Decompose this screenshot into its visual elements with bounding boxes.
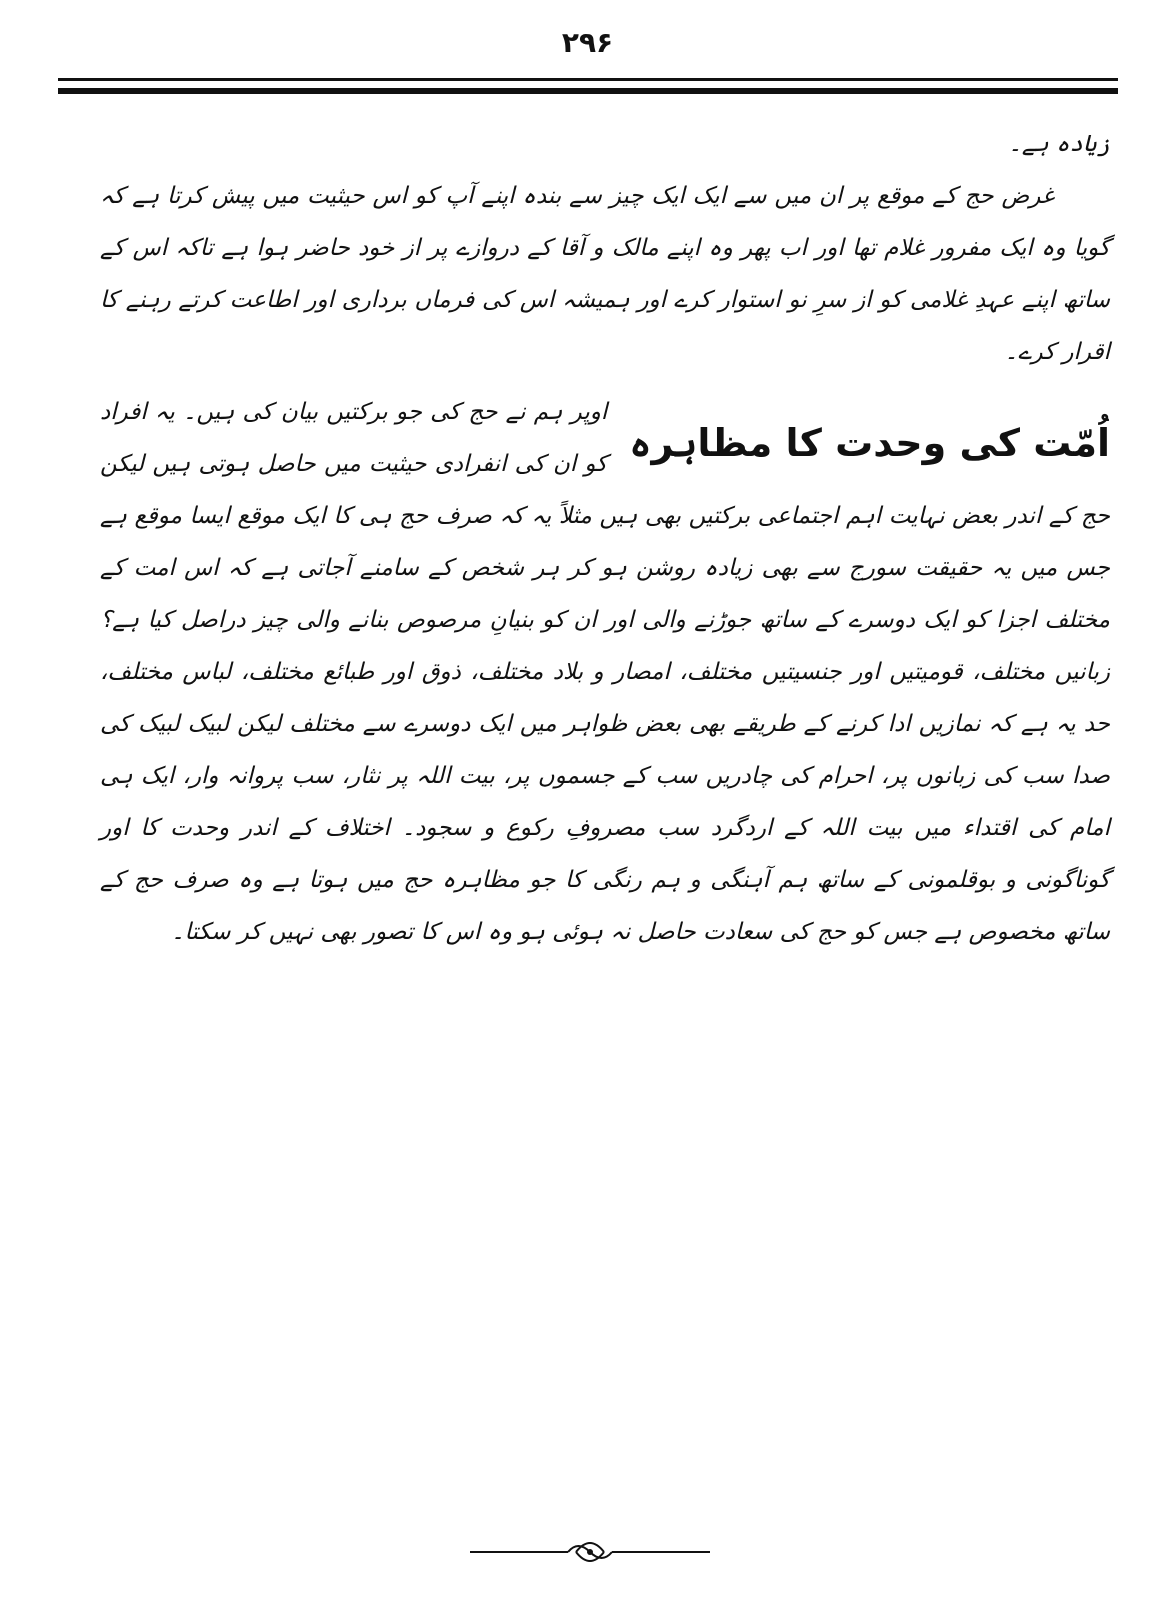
paragraph-servitude: غرض حج کے موقع پر ان میں سے ایک ایک چیز سے بندہ اپنے آپ کو اس حیثیت میں پیش کرتا ہے کہ گویا وہ ایک مفرور غلام تھا اور اب پھر وہ اپنے مالک و آقا کے دروازے پر از خود حاضر ہوا ہے تاکہ اس کے ساتھ اپنے عہدِ غلامی کو از سرِ نو استوار کرے اور ہمیشہ اس کی فرماں برداری اور اطاعت کرتے رہنے کا اقرار کرے۔: [100, 183, 1110, 365]
footer-ornament: [0, 1532, 1175, 1572]
paragraph-unity: اوپر ہم نے حج کی جو برکتیں بیان کی ہیں۔ یہ افراد کو ان کی انفرادی حیثیت میں حاصل ہوتی ہیں لیکن حج کے اندر بعض نہایت اہم اجتماعی برکتیں بھی ہیں مثلاً یہ کہ صرف حج ہی کا ایک موقع ایسا موقع ہے جس میں یہ حقیقت سورج سے بھی زیادہ روشن ہو کر ہر شخص کے سامنے آجاتی ہے کہ اس امت کے مختلف اجزا کو ایک دوسرے کے ساتھ جوڑنے والی اور ان کو بنیانِ مرصوص بنانے والی چیز دراصل کیا ہے؟ زبانیں مختلف، قومیتیں اور جنسیتیں مختلف، امصار و بلاد مختلف، ذوق اور طبائع مختلف، لباس مختلف، حد یہ ہے کہ نمازیں ادا کرنے کے طریقے بھی بعض ظواہر میں ایک دوسرے سے مختلف لیکن لبیک لبیک کی صدا سب کی زبانوں پر، احرام کی چادریں سب کے جسموں پر، بیت اللہ پر نثار، سب پروانہ وار، ایک ہی امام کی اقتداء میں بیت اللہ کے اردگرد سب مصروفِ رکوع و سجود۔ اختلاف کے اندر وحدت کا اور گوناگونی و بوقلمونی کے ساتھ ہم آہنگی و ہم رنگی کا جو مظاہرہ حج میں ہوتا ہے وہ صرف حج کے ساتھ مخصوص ہے جس کو حج کی سعادت حاصل نہ ہوئی ہو وہ اس کا تصور بھی نہیں کر سکتا۔: [100, 399, 1110, 945]
page-body: [100, 118, 1110, 958]
page-number: ۲۹۶: [561, 26, 614, 59]
section-heading: اُمّت کی وحدت کا مظاہرہ: [629, 421, 1110, 466]
heading-box: [629, 400, 1110, 488]
header-rule: [58, 78, 1118, 81]
intro-line: زیادہ ہے۔: [1008, 131, 1110, 157]
section-ummah-unity: [100, 386, 1110, 958]
header-rule-thick: [58, 88, 1118, 94]
